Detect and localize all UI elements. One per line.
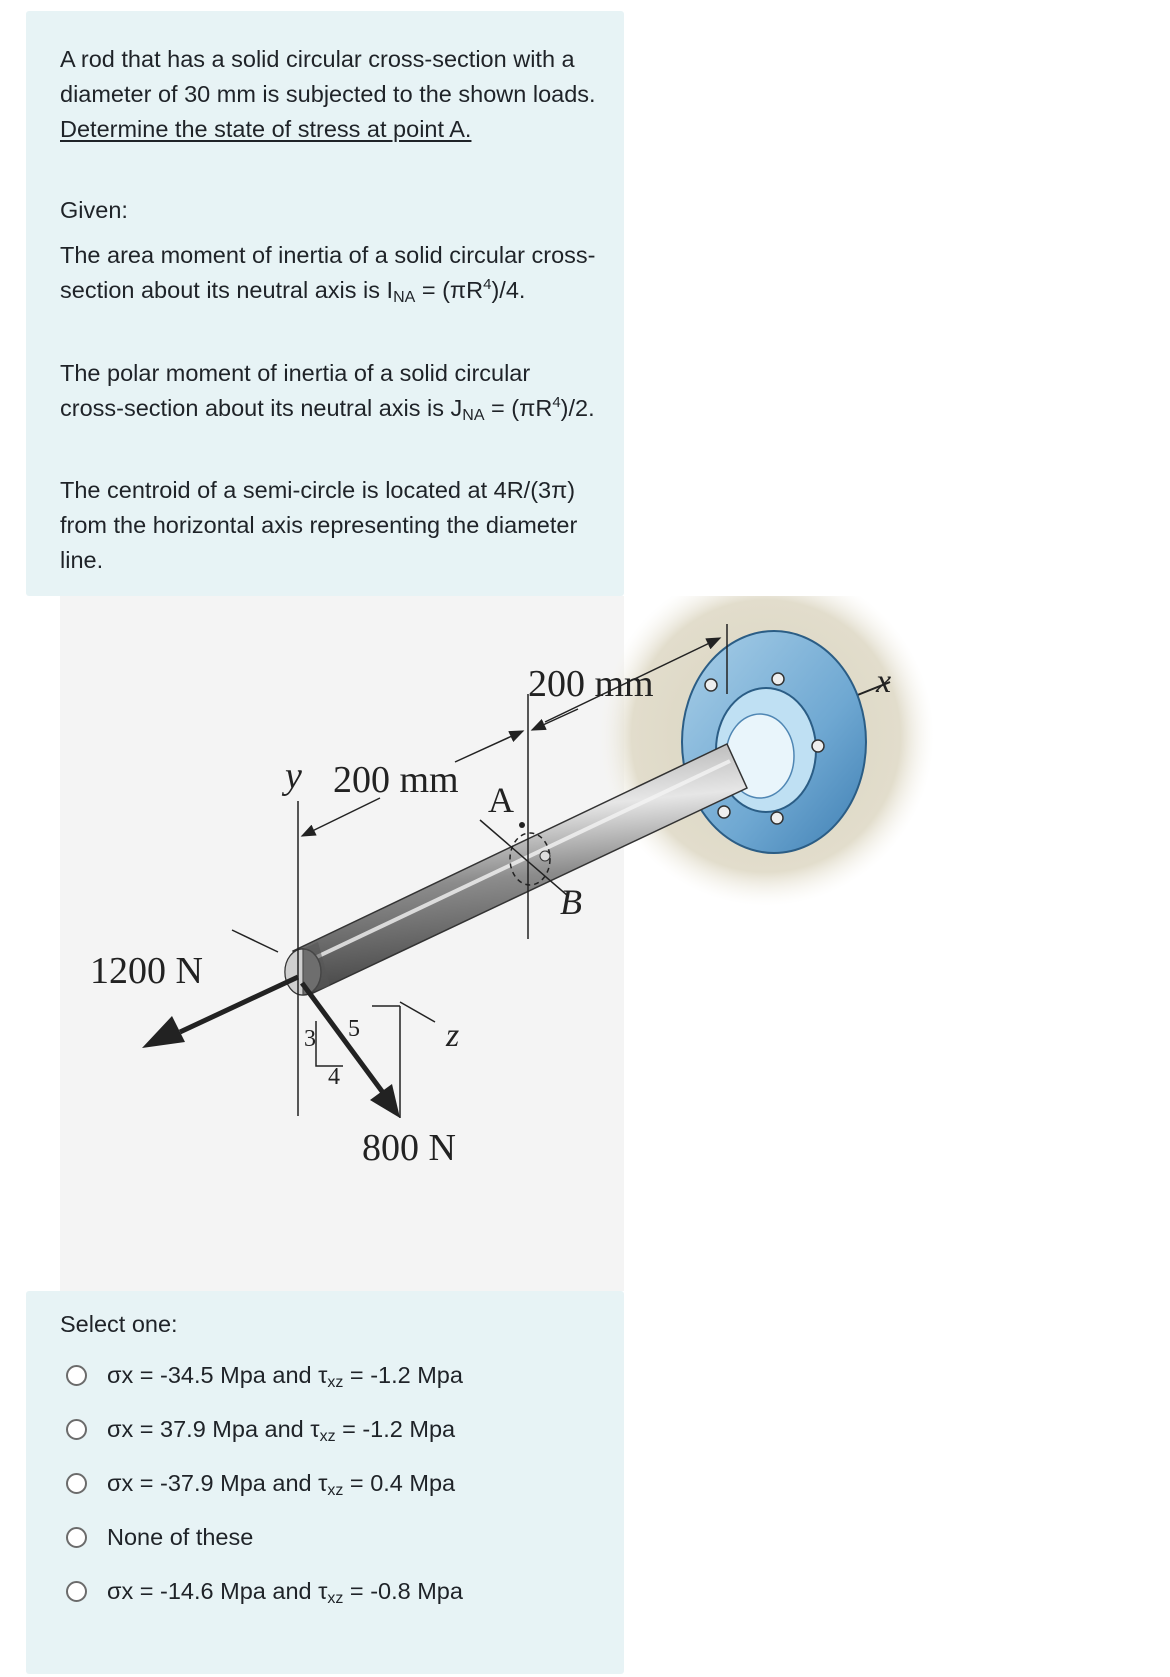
bolt-icon xyxy=(771,812,783,824)
axial-force-tail xyxy=(232,930,278,952)
bolt-icon xyxy=(718,806,730,818)
dim-left-arrow-fwd xyxy=(455,731,523,762)
axial-force-label: 1200 N xyxy=(90,950,203,992)
point-a-label: A xyxy=(488,780,514,820)
given-polar-moment: The polar moment of inertia of a solid circular cross-section about its neutral axis is $J_{NA} = (\pi R^4)/2$. xyxy=(60,360,595,424)
question-intro: A rod that has a solid circular cross-section with a diameter of 30 mm is subjected to the shown loads. xyxy=(60,46,596,107)
answer-panel xyxy=(26,1291,624,1674)
z-axis-label: z xyxy=(446,1017,460,1054)
answer-option-3[interactable] xyxy=(66,1463,455,1503)
question-panel xyxy=(26,11,624,596)
answer-option-label: σx = -37.9 Mpa and $\tau_{xz} = 0.4$ Mpa xyxy=(107,1469,456,1499)
dim-left-label: 200 mm xyxy=(333,759,459,801)
radio-button[interactable] xyxy=(66,1527,87,1548)
slope-force-label: 800 N xyxy=(362,1127,456,1169)
z-axis-line xyxy=(400,1002,435,1022)
select-prompt: Select one: xyxy=(60,1311,178,1337)
answer-option-label: σx = -14.6 Mpa and $\tau_{xz} = -0.8$ Mpa xyxy=(107,1577,463,1607)
slope-label-5: 5 xyxy=(348,1016,360,1042)
radio-button[interactable] xyxy=(66,1419,87,1440)
answer-option-4[interactable] xyxy=(66,1517,253,1557)
answer-option-label: σx = 37.9 Mpa and $\tau_{xz} = -1.2$ Mpa xyxy=(107,1415,456,1445)
bolt-icon xyxy=(705,679,717,691)
answer-option-5[interactable] xyxy=(66,1571,463,1611)
answer-option-2[interactable] xyxy=(66,1409,455,1449)
point-b-marker xyxy=(540,851,550,861)
dim-right-arrow-back xyxy=(532,709,578,730)
point-b-label: B xyxy=(560,882,582,922)
bolt-icon xyxy=(772,673,784,685)
y-axis-label: y xyxy=(285,755,302,797)
dim-left-arrow xyxy=(302,798,380,836)
radio-button[interactable] xyxy=(66,1365,87,1386)
axial-force-arrowhead xyxy=(142,1016,185,1048)
radio-button[interactable] xyxy=(66,1473,87,1494)
dim-right-label: 200 mm xyxy=(528,663,654,705)
slope-triangle xyxy=(316,1021,343,1066)
point-a-marker xyxy=(519,822,525,828)
answer-option-label: None of these xyxy=(107,1523,254,1550)
rod-figure xyxy=(60,596,1170,1291)
answer-option-label: σx = -34.5 Mpa and $\tau_{xz} = -1.2$ Mpa xyxy=(107,1361,463,1391)
slope-label-4: 4 xyxy=(328,1064,340,1090)
question-text xyxy=(60,42,600,147)
answer-option-1[interactable] xyxy=(66,1355,463,1395)
x-axis-label: x xyxy=(876,663,892,700)
given-area-moment: The area moment of inertia of a solid circular cross-section about its neutral axis is $I_{NA} = (\pi R^4)/4$. xyxy=(60,242,596,306)
given-heading: Given: xyxy=(60,197,128,223)
rod-end-half xyxy=(285,949,303,995)
question-task: Determine the state of stress at point A. xyxy=(60,116,472,142)
rod-diagram xyxy=(60,596,1170,1291)
bolt-icon xyxy=(812,740,824,752)
radio-button[interactable] xyxy=(66,1581,87,1602)
given-centroid: The centroid of a semi-circle is located at 4R/(3π) from the horizontal axis representing the diameter line. xyxy=(60,477,578,573)
slope-force-arrowhead xyxy=(370,1084,400,1118)
slope-label-3: 3 xyxy=(304,1026,316,1052)
